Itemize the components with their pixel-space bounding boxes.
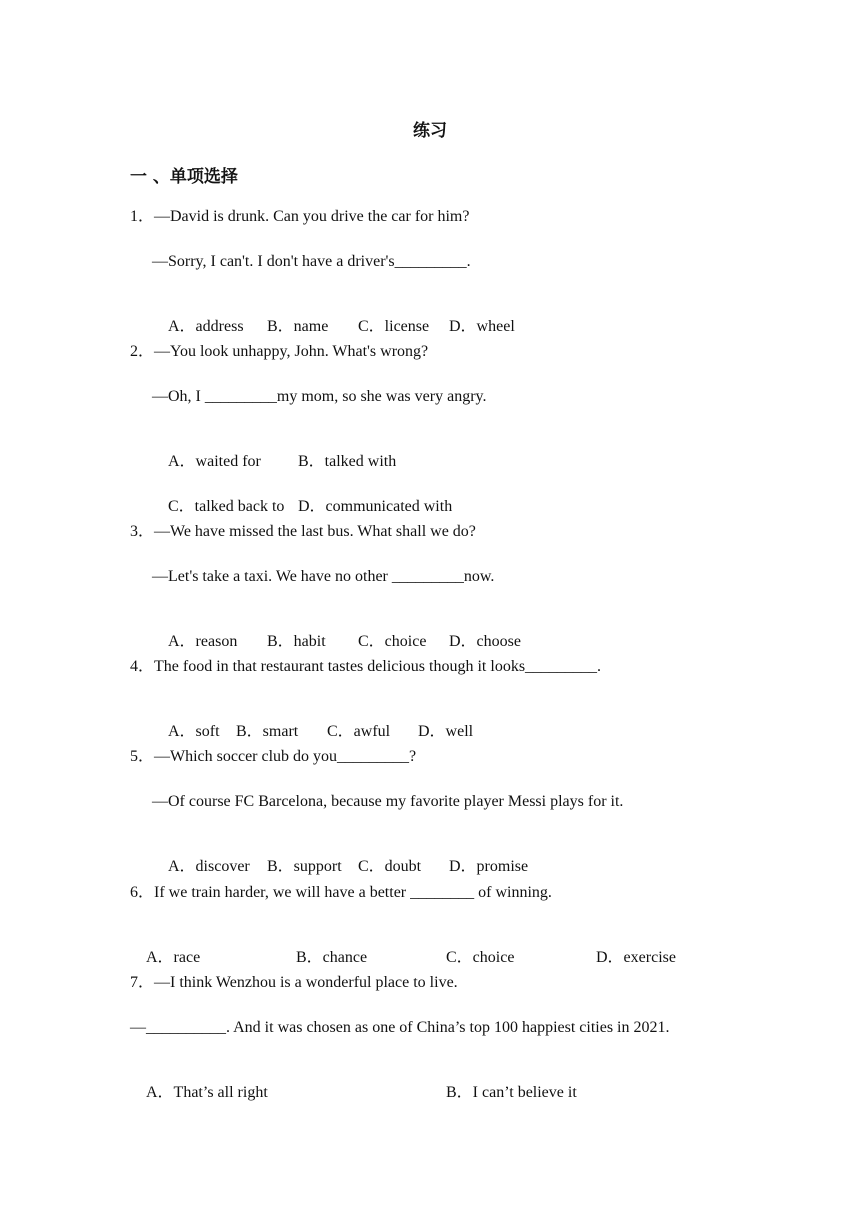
question-4-stem: 4．The food in that restaurant tastes delicious though it looks_________. [130,658,602,675]
question-7-reply: —__________. And it was chosen as one of China’s top 100 happiest cities in 2021. [130,1019,670,1036]
section-heading: 一 、单项选择 [130,167,238,187]
question-1-stem: 1．—David is drunk. Can you drive the car for him? [130,208,470,225]
question-2-reply: —Oh, I _________my mom, so she was very angry. [152,388,487,405]
question-1-reply: —Sorry, I can't. I don't have a driver's_________. [152,253,471,270]
option-b[interactable]: B．I can’t believe it [446,1084,577,1101]
option-c[interactable]: C．license [358,318,430,335]
option-d[interactable]: D．wheel [449,318,515,335]
option-d[interactable]: D．choose [449,633,521,650]
option-c[interactable]: C．awful [327,723,391,740]
option-a[interactable]: A．waited for [168,453,261,470]
option-b[interactable]: B．chance [296,949,368,966]
option-a[interactable]: A．That’s all right [146,1084,268,1101]
question-5-stem: 5．—Which soccer club do you_________? [130,748,417,765]
question-5-reply: —Of course FC Barcelona, because my favorite player Messi plays for it. [152,793,624,810]
option-b[interactable]: B．talked with [298,453,397,470]
option-b[interactable]: B．smart [236,723,299,740]
option-d[interactable]: D．communicated with [298,498,453,515]
page-title: 练习 [413,121,447,141]
option-c[interactable]: C．doubt [358,858,422,875]
option-b[interactable]: B．name [267,318,329,335]
option-b[interactable]: B．support [267,858,342,875]
question-3-stem: 3．—We have missed the last bus. What shall we do? [130,523,476,540]
question-2-stem: 2．—You look unhappy, John. What's wrong? [130,343,429,360]
option-b[interactable]: B．habit [267,633,326,650]
question-6-stem: 6．If we train harder, we will have a better ________ of winning. [130,884,552,901]
question-7-options [130,1063,577,1123]
option-c[interactable]: C．talked back to [168,498,285,515]
option-d[interactable]: D．well [418,723,474,740]
option-a[interactable]: A．reason [168,633,238,650]
option-a[interactable]: A．discover [168,858,250,875]
question-3-reply: —Let's take a taxi. We have no other _________now. [152,568,495,585]
option-d[interactable]: D．promise [449,858,529,875]
option-a[interactable]: A．address [168,318,244,335]
option-a[interactable]: A．race [146,949,201,966]
option-a[interactable]: A．soft [168,723,220,740]
option-c[interactable]: C．choice [358,633,427,650]
option-d[interactable]: D．exercise [596,949,676,966]
question-7-stem: 7．—I think Wenzhou is a wonderful place to live. [130,974,458,991]
option-c[interactable]: C．choice [446,949,515,966]
